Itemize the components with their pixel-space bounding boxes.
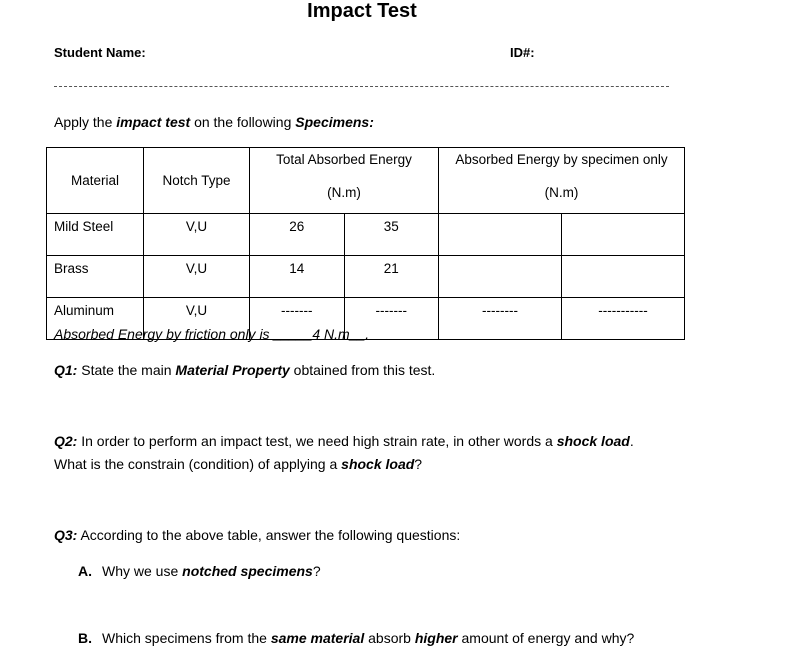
- q2-line2-prefix: What is the constrain (condition) of applying a: [54, 456, 342, 472]
- q2-label: Q2:: [54, 433, 78, 449]
- header-total-energy-unit: (N.m): [327, 185, 361, 200]
- page-title: Impact Test: [307, 0, 417, 22]
- question-3b: [78, 630, 634, 646]
- instruction-line: [54, 114, 374, 130]
- cell-material: Aluminum: [47, 298, 144, 340]
- table-row: [47, 214, 685, 256]
- q1-suffix: obtained from this test.: [289, 362, 436, 378]
- q2-line2-emph: shock load: [341, 456, 415, 472]
- cell-notch: V,U: [144, 256, 250, 298]
- q3b-marker: B.: [78, 630, 92, 646]
- q3b-mid: absorb: [364, 630, 415, 646]
- q3-text: According to the above table, answer the following questions:: [77, 527, 461, 543]
- question-3: [54, 527, 460, 543]
- cell-notch: V,U: [144, 298, 250, 340]
- header-specimen-energy-line1: Absorbed Energy by specimen only: [455, 152, 668, 167]
- header-total-energy-line1: Total Absorbed Energy: [276, 152, 412, 167]
- cell-total-v: -------: [250, 298, 345, 340]
- header-specimen-energy: [439, 148, 685, 214]
- id-label: ID#:: [510, 45, 535, 60]
- q2-line1-emph: shock load: [556, 433, 630, 449]
- question-3a: [78, 563, 321, 579]
- q3a-prefix: Why we use: [102, 563, 183, 579]
- cell-spec-u: [562, 214, 685, 256]
- cell-spec-v: [439, 256, 562, 298]
- cell-material: Brass: [47, 256, 144, 298]
- header-material: Material: [47, 148, 144, 214]
- header-specimen-energy-unit: (N.m): [544, 185, 579, 200]
- q1-prefix: State the main: [77, 362, 176, 378]
- q3a-emph: notched specimens: [182, 563, 313, 579]
- q3-label: Q3:: [54, 527, 78, 543]
- q2-line1-suffix: .: [629, 433, 634, 449]
- instruction-prefix: Apply the: [54, 114, 117, 130]
- cell-total-v: 26: [250, 214, 345, 256]
- cell-total-v: 14: [250, 256, 345, 298]
- instruction-impact-test: impact test: [116, 114, 191, 130]
- table-row: [47, 256, 685, 298]
- cell-total-u: 35: [344, 214, 439, 256]
- cell-material: Mild Steel: [47, 214, 144, 256]
- q3a-marker: A.: [78, 563, 92, 579]
- cell-total-u: -------: [344, 298, 439, 340]
- header-notch-type: Notch Type: [144, 148, 250, 214]
- q3b-prefix: Which specimens from the: [102, 630, 271, 646]
- table-header-row: [47, 148, 685, 214]
- q1-emph: Material Property: [175, 362, 290, 378]
- q3a-suffix: ?: [312, 563, 321, 579]
- name-underline-divider: [54, 86, 669, 87]
- friction-note: Absorbed Energy by friction only is _____4 N.m__.: [54, 326, 370, 342]
- q3b-emph1: same material: [270, 630, 365, 646]
- cell-notch: V,U: [144, 214, 250, 256]
- question-1: [54, 362, 435, 378]
- q2-line1-prefix: In order to perform an impact test, we need high strain rate, in other words a: [77, 433, 557, 449]
- question-2-line2: [54, 456, 422, 472]
- cell-spec-v: --------: [439, 298, 562, 340]
- cell-spec-u: -----------: [562, 298, 685, 340]
- question-2-line1: [54, 433, 634, 449]
- cell-spec-v: [439, 214, 562, 256]
- cell-spec-u: [562, 256, 685, 298]
- cell-total-u: 21: [344, 256, 439, 298]
- q3b-suffix: amount of energy and why?: [457, 630, 635, 646]
- header-total-energy: [250, 148, 439, 214]
- instruction-specimens: Specimens:: [295, 114, 374, 130]
- student-name-label: Student Name:: [54, 45, 146, 60]
- q1-label: Q1:: [54, 362, 78, 378]
- q2-line2-suffix: ?: [414, 456, 423, 472]
- instruction-middle: on the following: [190, 114, 296, 130]
- q3b-emph2: higher: [414, 630, 458, 646]
- impact-results-table: [46, 147, 685, 340]
